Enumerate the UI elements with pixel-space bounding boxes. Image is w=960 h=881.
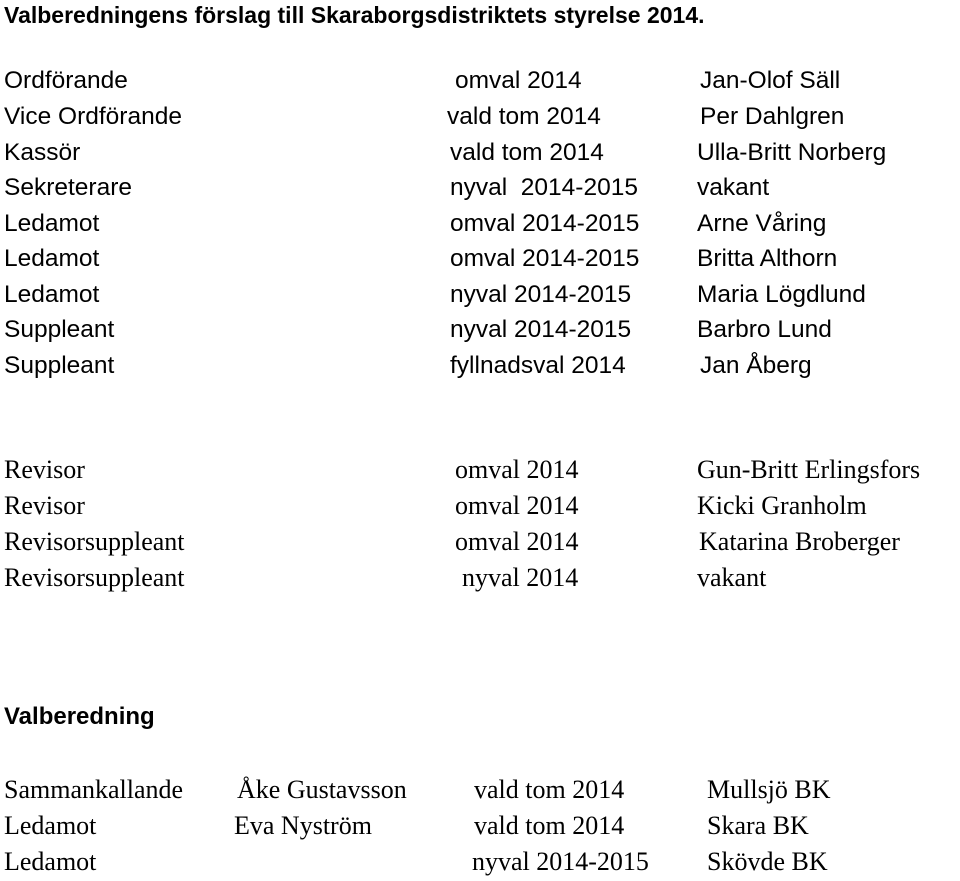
auditor-name: Katarina Broberger <box>699 527 900 556</box>
auditor-name: Kicki Granholm <box>697 491 867 520</box>
board-term: omval 2014 <box>455 67 582 94</box>
auditor-role: Revisor <box>4 455 85 484</box>
board-term: vald tom 2014 <box>447 103 601 130</box>
board-role: Ledamot <box>4 245 100 272</box>
nomination-term: vald tom 2014 <box>474 775 625 804</box>
board-name: Britta Althorn <box>697 245 838 272</box>
board-name: Jan Åberg <box>700 352 812 379</box>
board-term: nyval 2014-2015 <box>450 281 632 308</box>
nomination-row <box>0 809 960 843</box>
board-role: Ledamot <box>4 281 100 308</box>
board-term: fyllnadsval 2014 <box>450 352 626 379</box>
nomination-heading: Valberedning <box>4 703 155 730</box>
board-row <box>0 278 960 312</box>
board-row <box>0 349 960 383</box>
board-name: Jan-Olof Säll <box>700 67 841 94</box>
auditor-role: Revisorsuppleant <box>4 527 185 556</box>
board-row <box>0 313 960 347</box>
nomination-name: Åke Gustavsson <box>237 775 407 804</box>
auditor-row <box>0 489 960 523</box>
nomination-term: vald tom 2014 <box>474 811 625 840</box>
board-term: omval 2014-2015 <box>450 245 640 272</box>
board-role: Sekreterare <box>4 174 133 201</box>
board-term: vald tom 2014 <box>450 139 604 166</box>
auditor-term: omval 2014 <box>455 491 579 520</box>
board-role: Vice Ordförande <box>4 103 182 130</box>
nomination-role: Ledamot <box>4 811 97 840</box>
board-term: nyval 2014-2015 <box>450 316 632 343</box>
nomination-term: nyval 2014-2015 <box>472 847 649 876</box>
board-row <box>0 242 960 276</box>
nomination-role: Sammankallande <box>4 775 184 804</box>
nomination-role: Ledamot <box>4 847 97 876</box>
board-row <box>0 171 960 205</box>
auditor-role: Revisor <box>4 491 85 520</box>
nomination-row <box>0 773 960 807</box>
board-name: vakant <box>697 174 770 201</box>
auditor-term: nyval 2014 <box>462 563 579 592</box>
board-role: Ordförande <box>4 67 128 94</box>
board-role: Suppleant <box>4 316 115 343</box>
auditor-role: Revisorsuppleant <box>4 563 185 592</box>
board-name: Barbro Lund <box>697 316 832 343</box>
nomination-club: Skara BK <box>707 811 809 840</box>
auditor-name: vakant <box>697 563 767 592</box>
auditor-row <box>0 561 960 595</box>
nomination-club: Mullsjö BK <box>707 775 831 804</box>
board-row <box>0 64 960 98</box>
board-role: Ledamot <box>4 210 100 237</box>
auditor-row <box>0 453 960 487</box>
auditor-name: Gun-Britt Erlingsfors <box>697 455 921 484</box>
auditor-term: omval 2014 <box>455 527 579 556</box>
board-name: Ulla-Britt Norberg <box>697 139 887 166</box>
board-name: Arne Våring <box>697 210 827 237</box>
board-row <box>0 136 960 170</box>
nomination-name: Eva Nyström <box>234 811 372 840</box>
board-term: nyval 2014-2015 <box>450 174 638 201</box>
board-row <box>0 207 960 241</box>
board-name: Per Dahlgren <box>700 103 845 130</box>
document-title: Valberedningens förslag till Skaraborgsdistriktets styrelse 2014. <box>4 2 705 28</box>
auditor-row <box>0 525 960 559</box>
board-name: Maria Lögdlund <box>697 281 866 308</box>
board-term: omval 2014-2015 <box>450 210 640 237</box>
nomination-row <box>0 845 960 879</box>
nomination-club: Skövde BK <box>707 847 828 876</box>
board-role: Kassör <box>4 139 81 166</box>
auditor-term: omval 2014 <box>455 455 579 484</box>
board-row <box>0 100 960 134</box>
board-role: Suppleant <box>4 352 115 379</box>
